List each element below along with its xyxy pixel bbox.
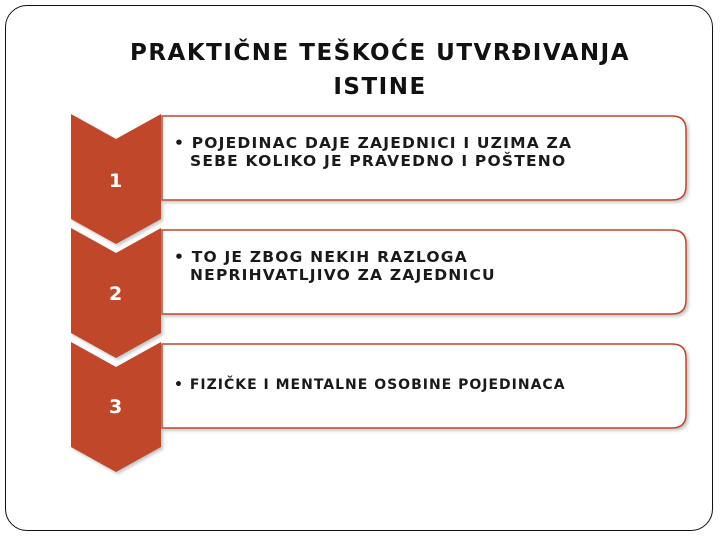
step-3-bullet: •	[174, 377, 184, 393]
step-3-line-1: FIZIČKE I MENTALNE OSOBINE POJEDINACA	[189, 377, 566, 393]
step-2-number: 2	[109, 283, 123, 305]
step-3-text	[174, 376, 566, 394]
title-line-2: ISTINE	[333, 74, 427, 100]
step-1-line-2: SEBE KOLIKO JE PRAVEDNO I POŠTENO	[190, 152, 567, 170]
step-1-number: 1	[109, 170, 123, 192]
step-1-text	[174, 134, 572, 170]
step-1-line-1: POJEDINAC DAJE ZAJEDNICI I UZIMA ZA	[191, 134, 573, 152]
step-2-text	[174, 248, 496, 284]
title-line-1: PRAKTIČNE TEŠKOĆE UTVRĐIVANJA	[129, 40, 631, 66]
step-2-line-1: TO JE ZBOG NEKIH RAZLOGA	[191, 248, 468, 266]
step-2-bullet: •	[174, 248, 186, 266]
step-2-line-2: NEPRIHVATLJIVO ZA ZAJEDNICU	[190, 266, 496, 284]
step-3-number: 3	[109, 396, 123, 418]
step-1-bullet: •	[174, 134, 186, 152]
